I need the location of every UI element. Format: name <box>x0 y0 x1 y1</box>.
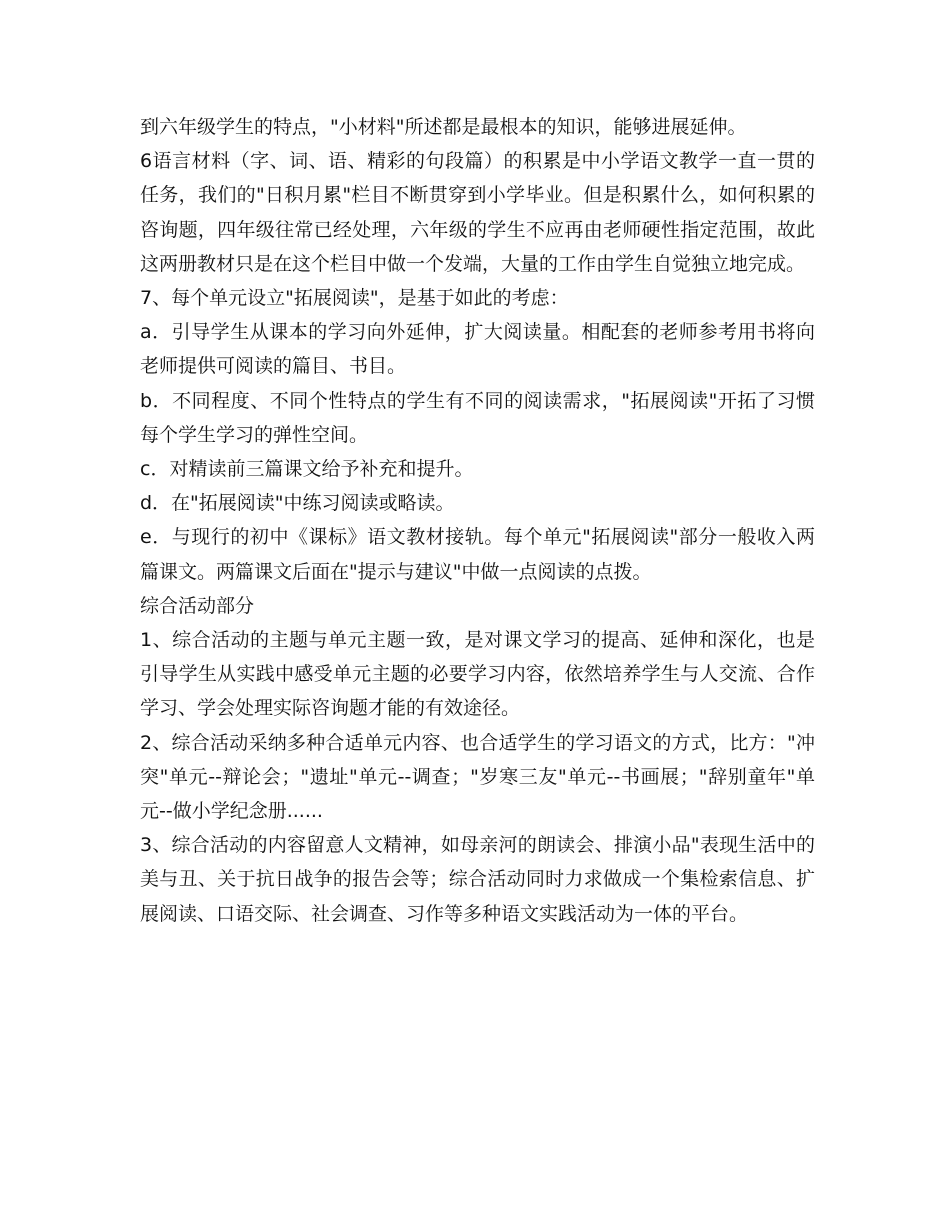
paragraph-item-6-language-accumulation: 6语言材料（字、词、语、精彩的句段篇）的积累是中小学语文教学一直一贯的任务，我们的"日积月累"栏目不断贯穿到小学毕业。但是积累什么，如何积累的咨询题，四年级往常已经处理，六年级的学生不应再由老师硬性指定范围，故此这两册教材只是在这个栏目中做一个发端，大量的工作由学生自觉独立地完成。 <box>140 150 815 275</box>
paragraph-activity-3: 3、综合活动的内容留意人文精神，如母亲河的朗读会、排演小品"表现生活中的美与丑、关于抗日战争的报告会等；综合活动同时力求做成一个集检索信息、扩展阅读、口语交际、社会调查、习作等多种语文实践活动为一体的平台。 <box>140 834 815 925</box>
paragraph-activity-1: 1、综合活动的主题与单元主题一致，是对课文学习的提高、延伸和深化，也是引导学生从实践中感受单元主题的必要学习内容，依然培养学生与人交流、合作学习、学会处理实际咨询题才能的有效途径。 <box>140 629 815 720</box>
section-heading-comprehensive-activities: 综合活动部分 <box>140 594 255 617</box>
paragraph-grade-six-materials: 到六年级学生的特点，"小材料"所述都是最根本的知识，能够进展延伸。 <box>140 116 747 138</box>
paragraph-point-a: a．引导学生从课本的学习向外延伸，扩大阅读量。相配套的老师参考用书将向老师提供可阅读的篇目、书目。 <box>140 321 815 378</box>
paragraph-point-d: d．在"拓展阅读"中练习阅读或略读。 <box>140 492 455 515</box>
paragraph-point-c: c．对精读前三篇课文给予补充和提升。 <box>140 458 474 481</box>
paragraph-activity-2: 2、综合活动采纳多种合适单元内容、也合适学生的学习语文的方式，比方："冲突"单元--辩论会；"遗址"单元--调查；"岁寒三友"单元--书画展；"辞别童年"单元--做小学纪念册...... <box>140 731 815 823</box>
paragraph-item-7-extended-reading: 7、每个单元设立"拓展阅读"，是基于如此的考虑： <box>140 287 569 310</box>
paragraph-point-b: b．不同程度、不同个性特点的学生有不同的阅读需求，"拓展阅读"开拓了习惯每个学生学习的弹性空间。 <box>140 389 815 446</box>
paragraph-point-e: e．与现行的初中《课标》语文教材接轨。每个单元"拓展阅读"部分一般收入两篇课文。两篇课文后面在"提示与建议"中做一点阅读的点拨。 <box>140 526 815 583</box>
document-body <box>140 110 815 931</box>
